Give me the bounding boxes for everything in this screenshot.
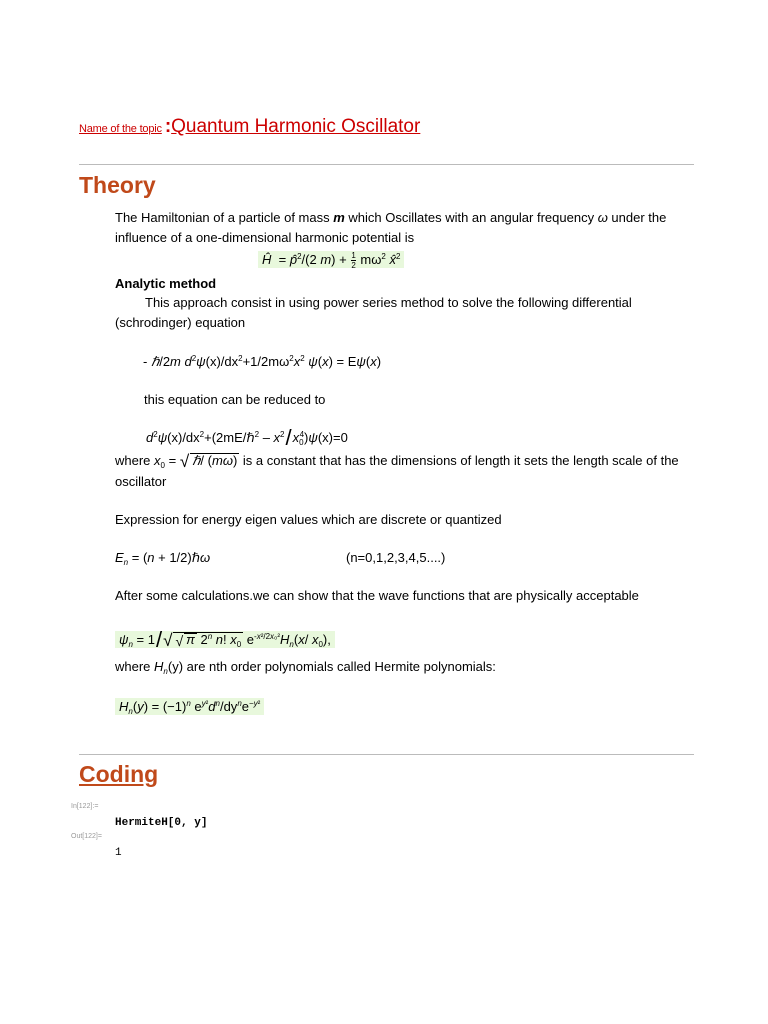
analytic-line-1: This approach consist in using power series method to solve the following differential xyxy=(145,295,632,310)
intro-line-2: influence of a one-dimensional harmonic potential is xyxy=(115,230,415,245)
energy-equation: $E_n = (n$ + 1/2)ℏω xyxy=(115,550,211,567)
schrodinger-equation: - ℏ/2m $d^2\psi(x)/dx^2+1/2m\omega^2x^2$ ψ(x) = Eψ(x) xyxy=(143,354,382,369)
topic-title: Quantum Harmonic Oscillator xyxy=(171,116,421,137)
output-cell-value: 1 xyxy=(115,847,122,859)
where-x0-line: where $x_0$ = √ ℏ/ (mω) is a constant that has the dimensions of length it sets the length scale of the xyxy=(115,452,679,471)
section-heading-theory: Theory xyxy=(79,172,156,198)
input-cell-label: In[122]:= xyxy=(71,803,99,810)
topic-colon: : xyxy=(164,116,172,137)
divider xyxy=(79,164,694,165)
input-cell-code[interactable]: HermiteH[0, y] xyxy=(115,817,208,829)
output-cell-label: Out[122]= xyxy=(71,833,102,840)
topic-header xyxy=(79,116,420,138)
topic-label: Name of the topic xyxy=(79,123,162,135)
energy-range: (n=0,1,2,3,4,5....) xyxy=(346,550,446,565)
hermite-equation: $H_n(y) = (-1)^n$ $e^{y^2}d^n/dy^ne^{-y^2}$ xyxy=(115,697,264,717)
analytic-line-2: (schrodinger) equation xyxy=(115,315,246,330)
hermite-intro: where $H_n(y)$ are nth order polynomials called Hermite polynomials: xyxy=(115,659,496,676)
divider xyxy=(79,754,694,755)
reduced-text: this equation can be reduced to xyxy=(144,392,326,407)
reduced-equation: $d^2\psi(x)/dx^2+(2mE/\hbar^2 - x^2/x_0^4)\psi(x)=0$ xyxy=(146,425,348,450)
analytic-method-heading: Analytic method xyxy=(115,276,217,291)
wave-function-equation: $\psi_n = 1/√$ √ π 2$^n$ n! $x_0$ $e^{-x^2/2x_0^2}H_n(x/$ $x_0$), xyxy=(115,630,335,650)
wave-intro: After some calculations.we can show that the wave functions that are physically acceptable xyxy=(115,588,639,603)
hamiltonian-equation: Ĥ = p̂$^2$/(2 m) + $\frac{1}{2}$ $m\omega^2$ x̂$^2$ xyxy=(258,250,404,270)
section-heading-coding: Coding xyxy=(79,761,159,787)
intro-line-1: The Hamiltonian of a particle of mass m which Oscillates with an angular frequency ω under the xyxy=(115,210,667,225)
where-x0-line-2: oscillator xyxy=(115,474,167,489)
energy-intro: Expression for energy eigen values which are discrete or quantized xyxy=(115,512,502,527)
